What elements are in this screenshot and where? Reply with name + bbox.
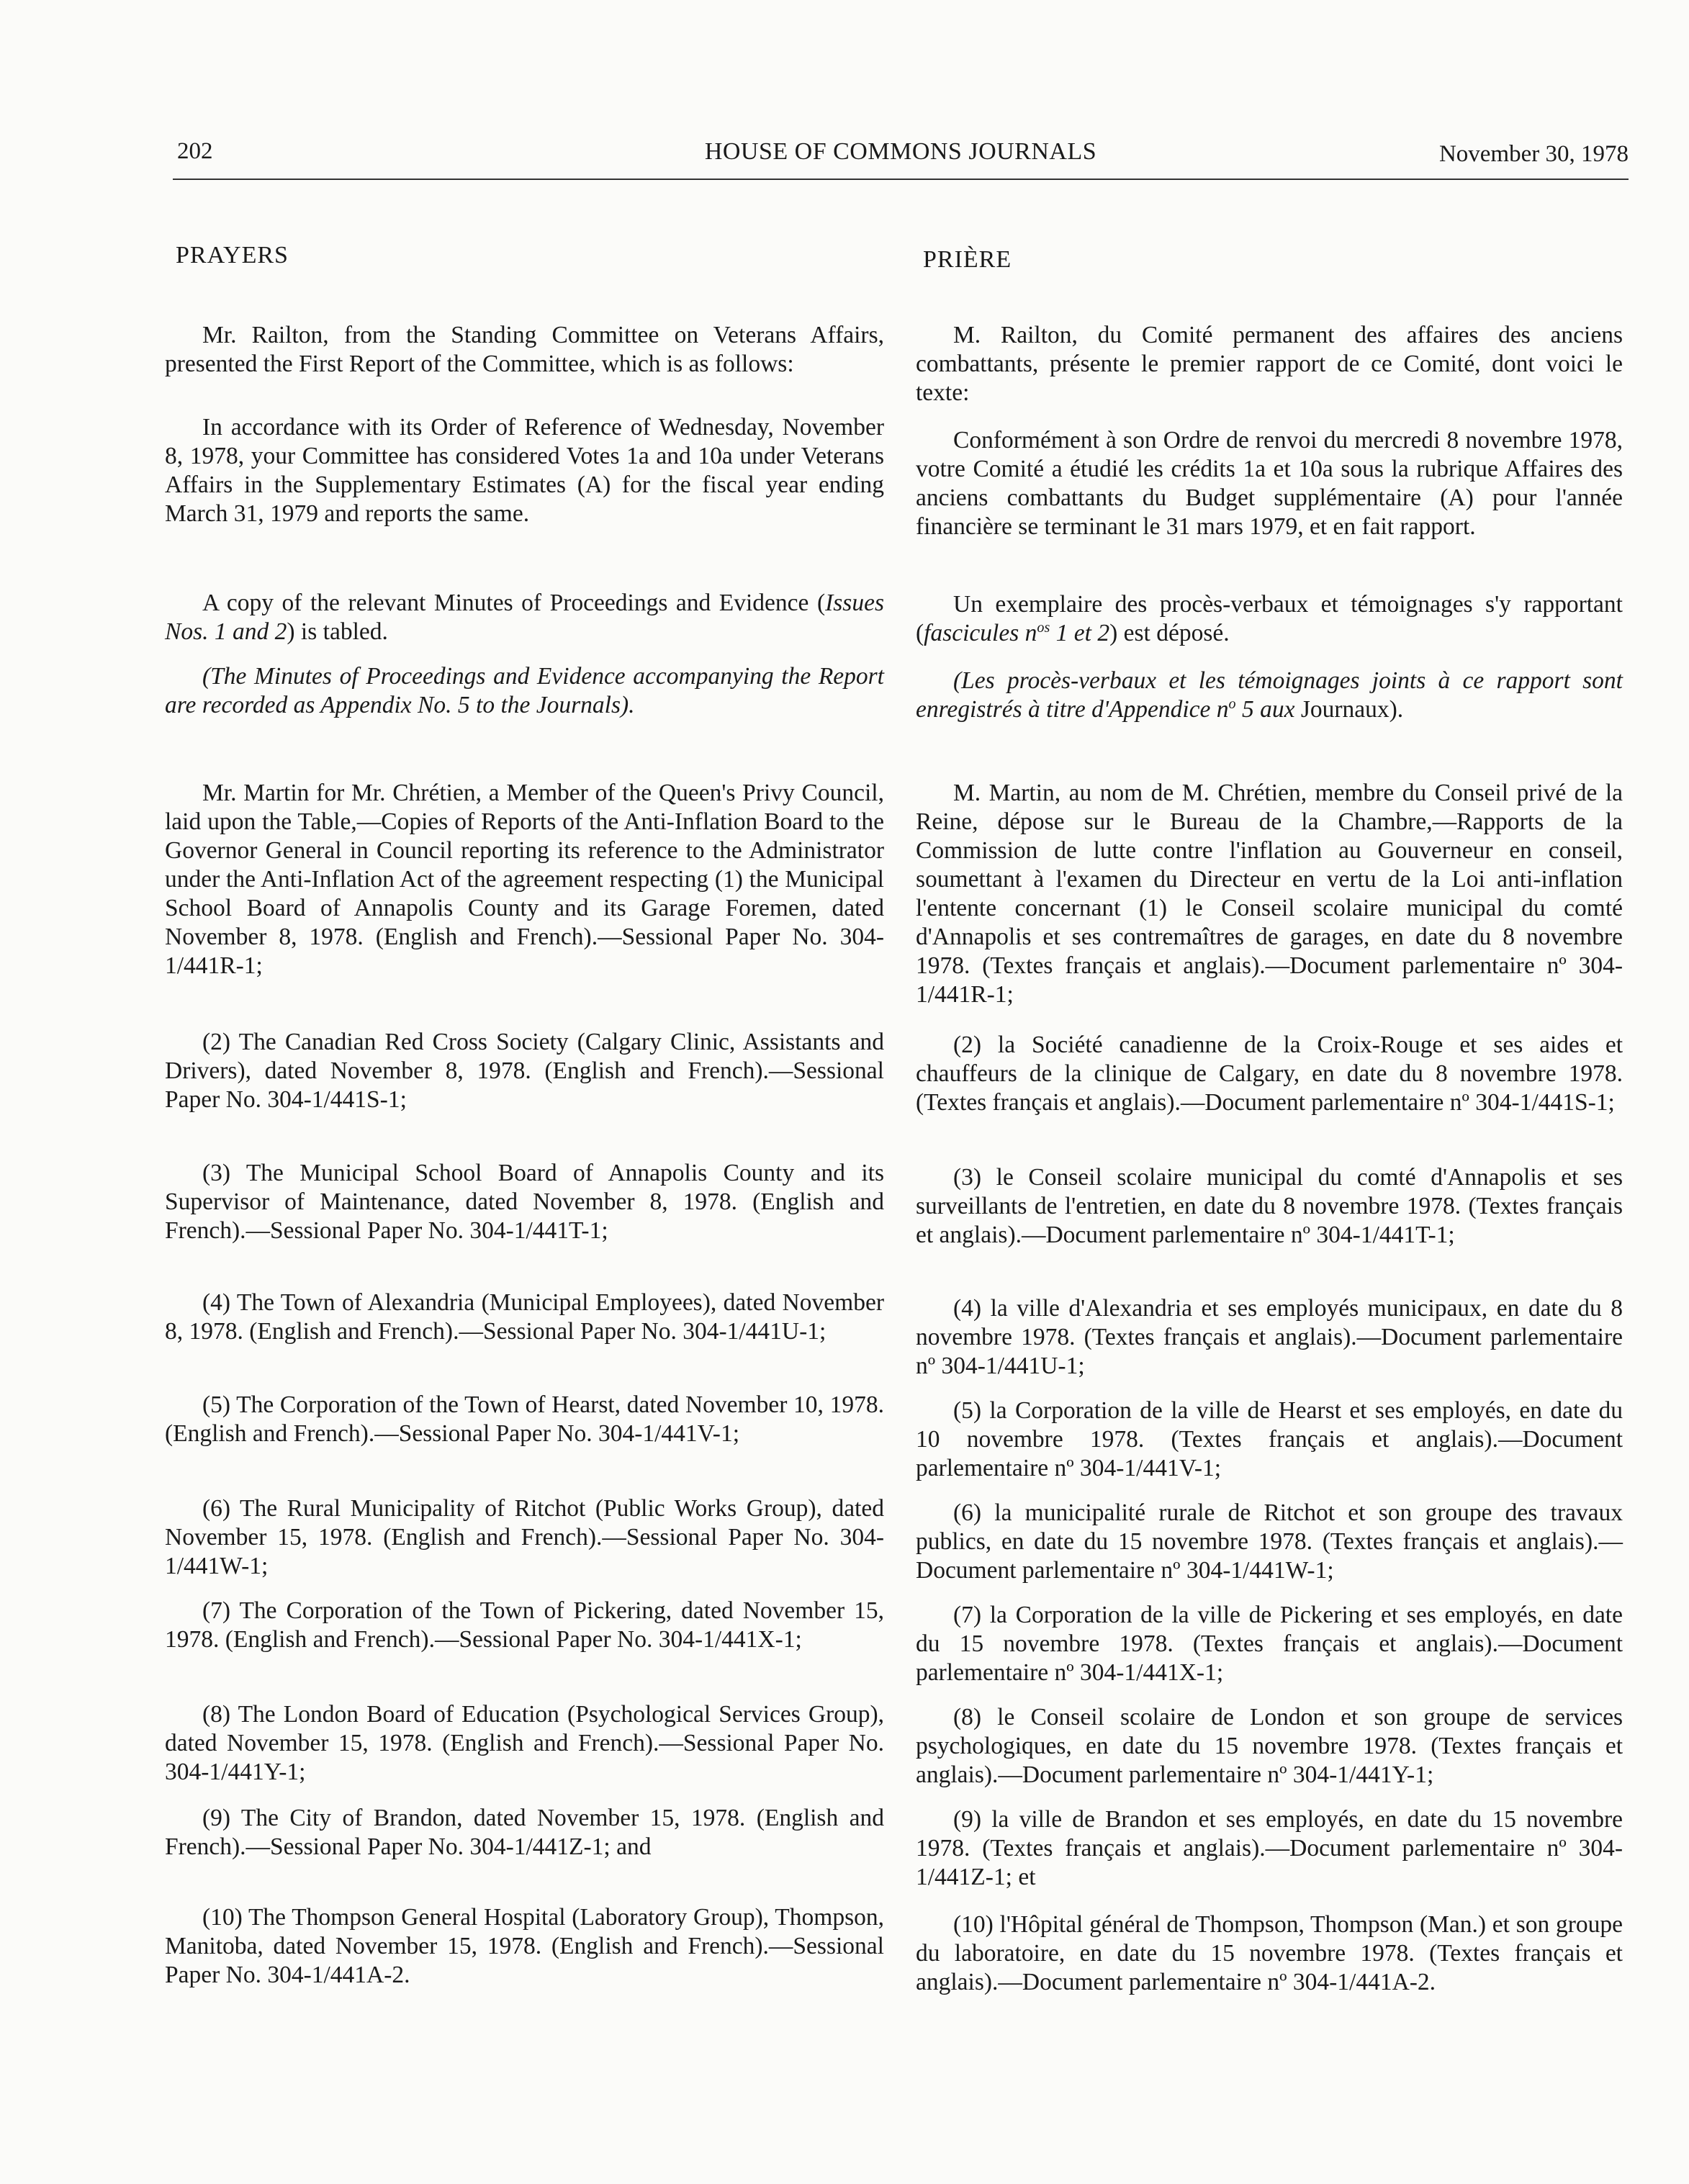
appendix-note-en [165, 662, 884, 720]
list-item-en-3: (3) The Municipal School Board of Annapolis County and its Supervisor of Maintenance, dated November 8, 1978. (English and French).—Sessional Paper No. 304-1/441T-1; [165, 1160, 884, 1244]
railton-intro-en [165, 321, 884, 379]
appendix-note-fr [916, 667, 1623, 724]
list-item-fr-4: (4) la ville d'Alexandria et ses employés municipaux, en date du 8 novembre 1978. (Textes français et anglais).—Document parlementaire nº 304-1/441U-1; [916, 1295, 1623, 1379]
list-item-fr-5: (5) la Corporation de la ville de Hearst et ses employés, en date du 10 novembre 1978. (Textes français et anglais).—Document parlementaire nº 304-1/441V-1; [916, 1397, 1623, 1481]
journal-title: HOUSE OF COMMONS JOURNALS [704, 138, 1097, 165]
list-item-en-2: (2) The Canadian Red Cross Society (Calgary Clinic, Assistants and Drivers), dated November 8, 1978. (English and French).—Sessional Paper No. 304-1/441S-1; [165, 1029, 884, 1113]
list-item-en-5: (5) The Corporation of the Town of Hearst, dated November 10, 1978. (English and French).—Sessional Paper No. 304-1/441V-1; [165, 1391, 884, 1447]
list-item-en-9: (9) The City of Brandon, dated November 15, 1978. (English and French).—Sessional Paper No. 304-1/441Z-1; and [165, 1805, 884, 1860]
copy-tabled-fr [916, 590, 1623, 648]
paragraph: In accordance with its Order of Reference of Wednesday, November 8, 1978, your Committee has considered Votes 1a and 10a under Veterans Affairs in the Supplementary Estimates (A) for the fiscal year ending March 31, 1979 and reports the same. [165, 414, 884, 527]
list-item-fr-10: (10) l'Hôpital général de Thompson, Thompson (Man.) et son groupe du laboratoire, en date du 15 novembre 1978. (Textes français et anglais).—Document parlementaire nº 304-1/441A-2. [916, 1911, 1623, 1995]
report-text-fr [916, 426, 1623, 541]
paragraph: Un exemplaire des procès-verbaux et témoignages s'y rapportant (fascicules $n^{os}$ 1 et 2) est déposé. [916, 591, 1623, 646]
paragraph: (Les procès-verbaux et les témoignages joints à ce rapport sont enregistrés à titre d'Appendice $n^o$ 5 aux Journaux). [916, 667, 1623, 723]
list-item-en-4: (4) The Town of Alexandria (Municipal Employees), dated November 8, 1978. (English and French).—Sessional Paper No. 304-1/441U-1; [165, 1289, 884, 1345]
list-item-fr-7: (7) la Corporation de la ville de Pickering et ses employés, en date du 15 novembre 1978. (Textes français et anglais).—Document parlementaire nº 304-1/441X-1; [916, 1602, 1623, 1686]
paragraph: Conformément à son Ordre de renvoi du mercredi 8 novembre 1978, votre Comité a étudié les crédits 1a et 10a sous la rubrique Affaires des anciens combattants du Budget supplémentaire (A) pour l'année financière se terminant le 31 mars 1979, et en fait rapport. [916, 427, 1623, 540]
report-text-en [165, 413, 884, 528]
paragraph: A copy of the relevant Minutes of Proceedings and Evidence (Issues Nos. 1 and 2) is tabled. [165, 590, 884, 645]
copy-tabled-en [165, 589, 884, 646]
running-header [173, 135, 1629, 180]
list-item-en-8: (8) The London Board of Education (Psychological Services Group), dated November 15, 1978. (English and French).—Sessional Paper No. 304-1/441Y-1; [165, 1701, 884, 1785]
header-date: November 30, 1978 [1438, 141, 1629, 167]
heading-priere: PRIÈRE [923, 246, 1012, 273]
paragraph: M. Martin, au nom de M. Chrétien, membre du Conseil privé de la Reine, dépose sur le Bureau de la Chambre,—Rapports de la Commission de lutte contre l'inflation au Gouverneur en conseil, soumettant à l'examen du Directeur en vertu de la Loi anti-inflation l'entente concernant (1) le Conseil scolaire municipal du comté d'Annapolis et ses contremaîtres de garages, en date du 8 novembre 1978. (Textes français et anglais).—Document parlementaire nº 304-1/441R-1; [916, 780, 1623, 1008]
martin-intro-fr [916, 779, 1623, 1009]
list-item-fr-2: (2) la Société canadienne de la Croix-Rouge et ses aides et chauffeurs de la clinique de Calgary, en date du 8 novembre 1978. (Textes français et anglais).—Document parlementaire nº 304-1/441S-1; [916, 1032, 1623, 1116]
list-item-fr-3: (3) le Conseil scolaire municipal du comté d'Annapolis et ses surveillants de l'entretien, en date du 8 novembre 1978. (Textes français et anglais).—Document parlementaire nº 304-1/441T-1; [916, 1164, 1623, 1248]
heading-prayers: PRAYERS [176, 242, 289, 269]
paragraph: Mr. Martin for Mr. Chrétien, a Member of the Queen's Privy Council, laid upon the Table,—Copies of Reports of the Anti-Inflation Board to the Governor General in Council reporting its reference to the Administrator under the Anti-Inflation Act of the agreement respecting (1) the Municipal School Board of Annapolis County and its Garage Foremen, dated November 8, 1978. (English and French).—Sessional Paper No. 304-1/441R-1; [165, 780, 884, 979]
paragraph: (The Minutes of Proceedings and Evidence accompanying the Report are recorded as Appendix No. 5 to the Journals). [165, 663, 884, 718]
paragraph: Mr. Railton, from the Standing Committee on Veterans Affairs, presented the First Report of the Committee, which is as follows: [165, 322, 884, 377]
list-item-en-7: (7) The Corporation of the Town of Pickering, dated November 15, 1978. (English and French).—Sessional Paper No. 304-1/441X-1; [165, 1597, 884, 1653]
list-item-fr-9: (9) la ville de Brandon et ses employés, en date du 15 novembre 1978. (Textes français et anglais).—Document parlementaire nº 304-1/441Z-1; et [916, 1806, 1623, 1890]
list-item-en-10: (10) The Thompson General Hospital (Laboratory Group), Thompson, Manitoba, dated November 15, 1978. (English and French).—Sessional Paper No. 304-1/441A-2. [165, 1904, 884, 1988]
page-number: 202 [177, 138, 213, 164]
list-item-en-6: (6) The Rural Municipality of Ritchot (Public Works Group), dated November 15, 1978. (English and French).—Sessional Paper No. 304-1/441W-1; [165, 1495, 884, 1579]
list-item-fr-6: (6) la municipalité rurale de Ritchot et son groupe des travaux publics, en date du 15 novembre 1978. (Textes français et anglais).—Document parlementaire nº 304-1/441W-1; [916, 1499, 1623, 1584]
paragraph: M. Railton, du Comité permanent des affaires des anciens combattants, présente le premier rapport de ce Comité, dont voici le texte: [916, 322, 1623, 406]
railton-intro-fr [916, 321, 1623, 407]
martin-intro-en [165, 779, 884, 980]
list-item-fr-8: (8) le Conseil scolaire de London et son groupe de services psychologiques, en date du 15 novembre 1978. (Textes français et anglais).—Document parlementaire nº 304-1/441Y-1; [916, 1704, 1623, 1788]
